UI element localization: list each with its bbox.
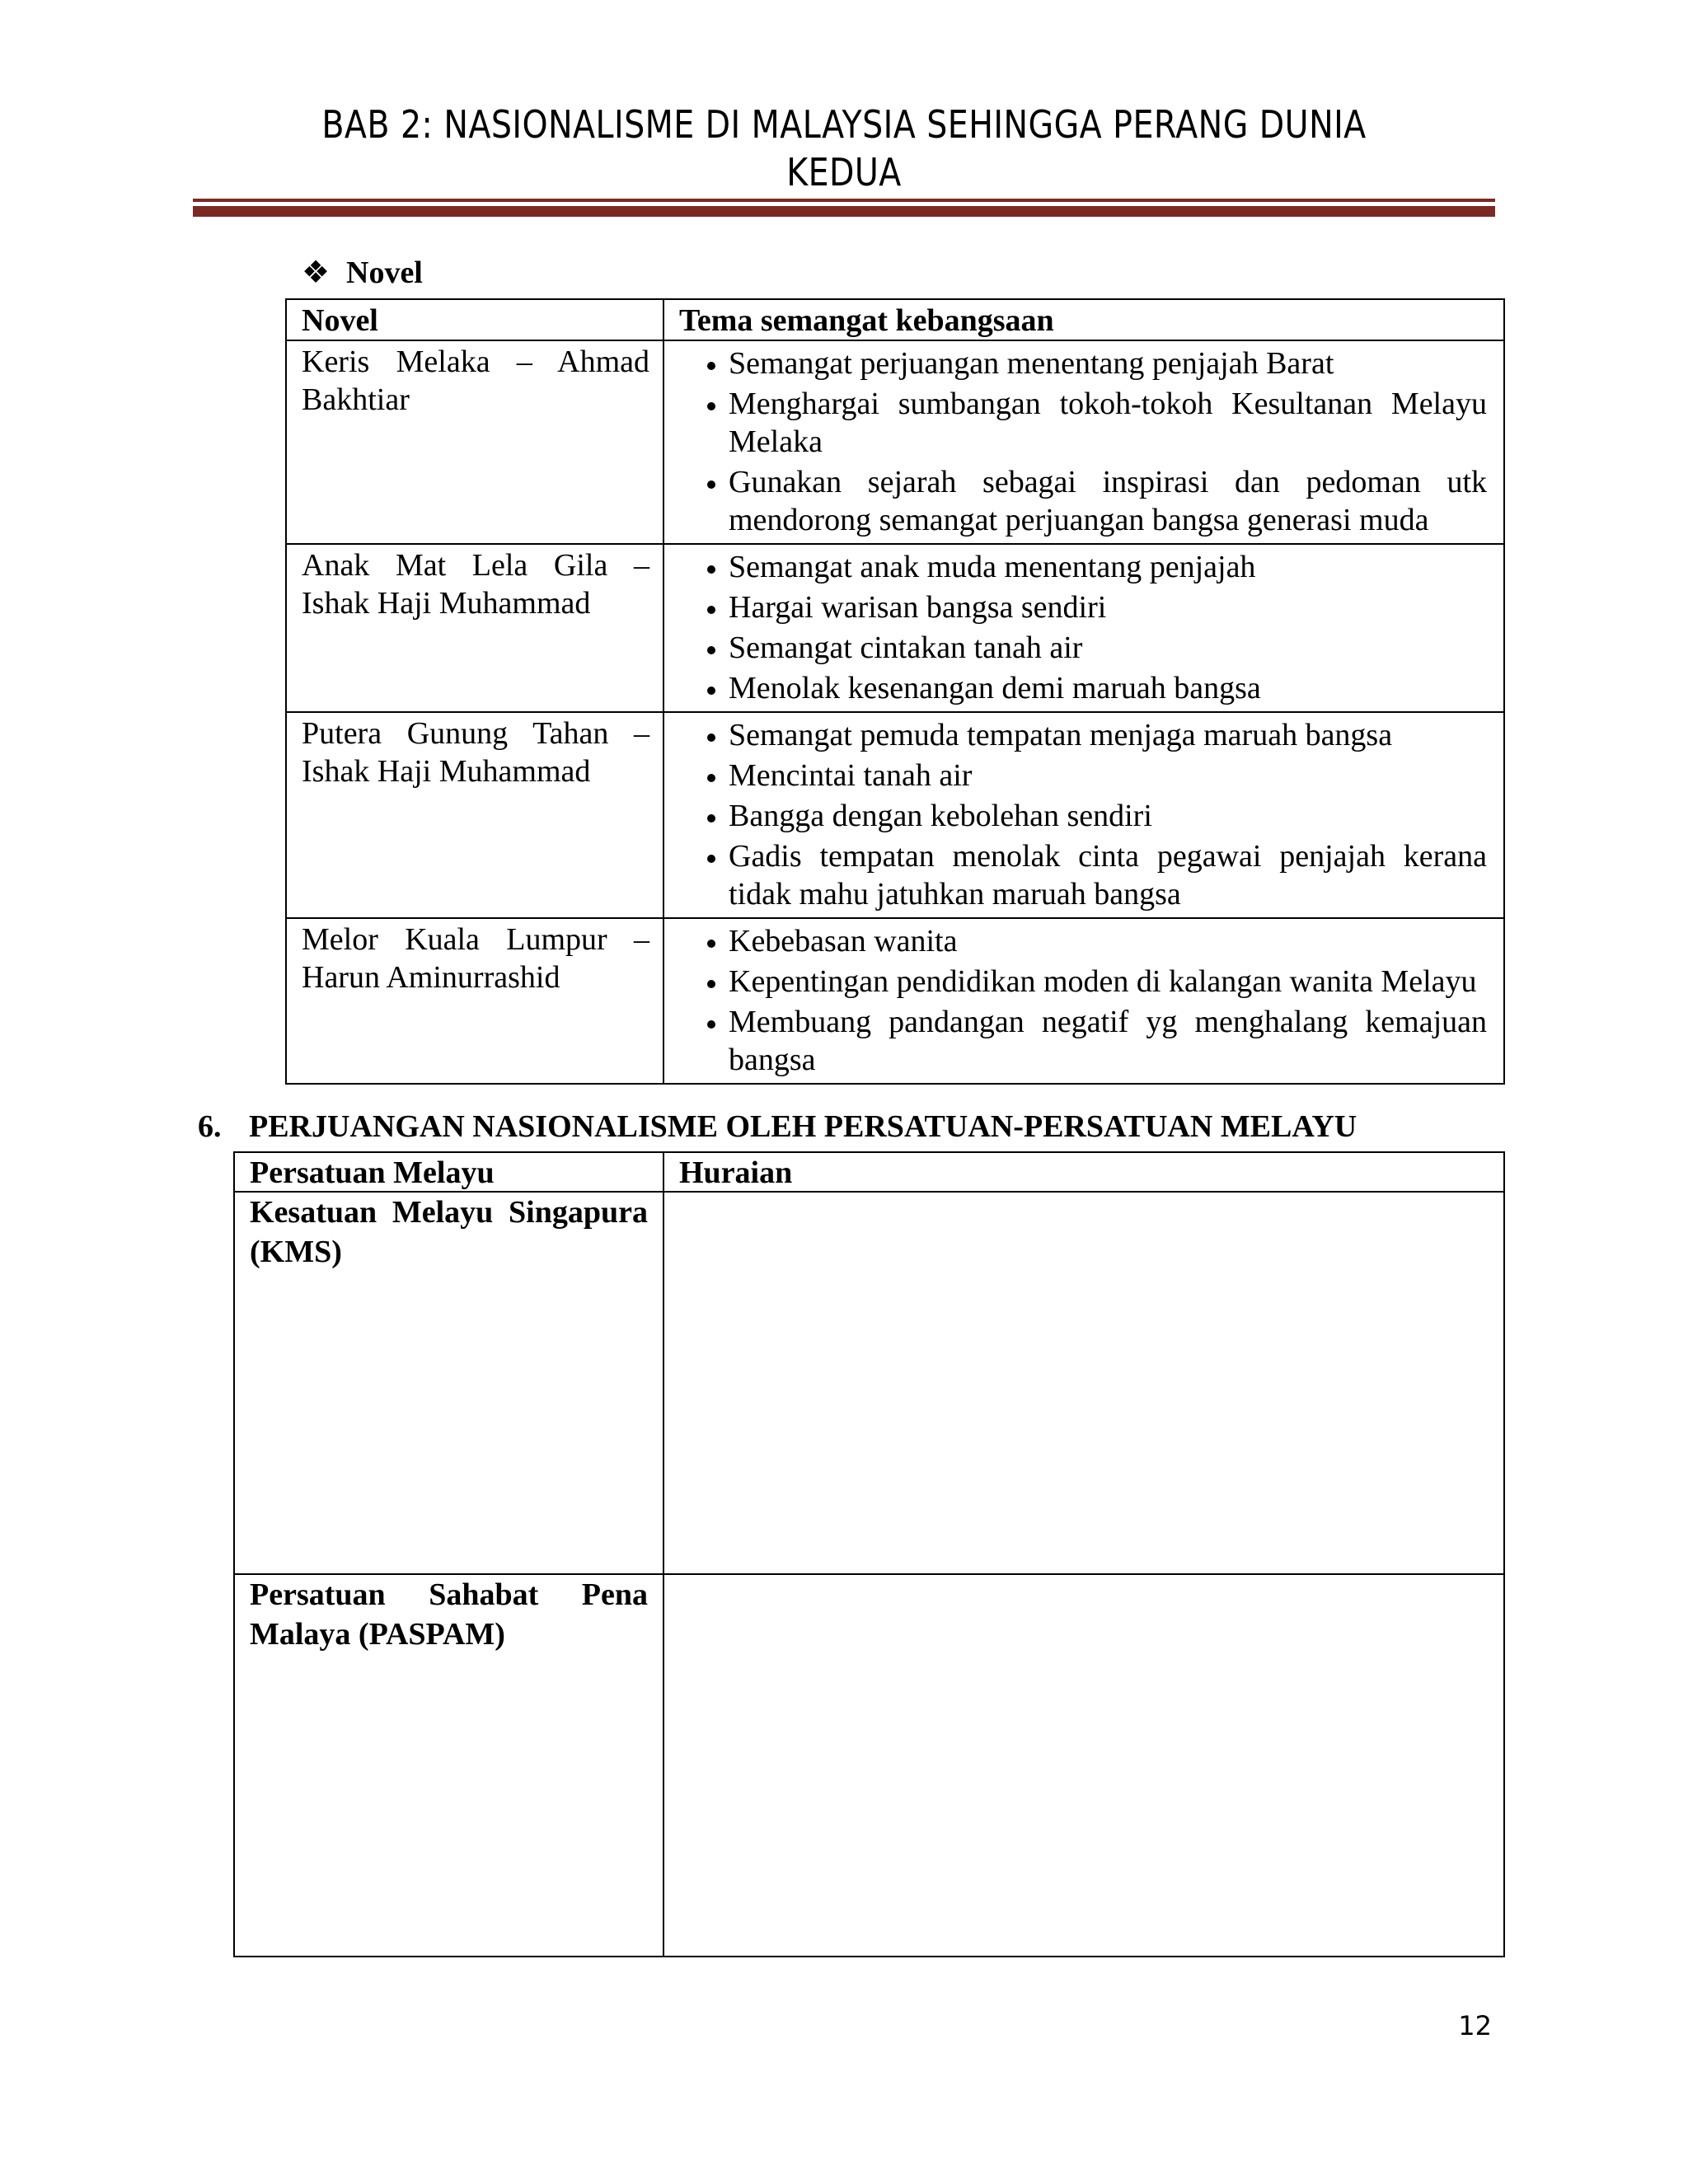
- novel-themes-cell: [663, 712, 1504, 918]
- theme-item: • Bangga dengan kebolehan sendiri: [729, 797, 1487, 835]
- section-6-heading: [198, 1106, 1357, 1147]
- novel-row-melor-kuala-lumpur: [286, 918, 1504, 1084]
- theme-item: • Semangat anak muda menentang penjajah: [729, 548, 1487, 586]
- theme-item: • Menolak kesenangan demi maruah bangsa: [729, 669, 1487, 707]
- theme-list: [664, 919, 1503, 1083]
- header-title-line-1: BAB 2: NASIONALISME DI MALAYSIA SEHINGGA PERANG DUNIA: [321, 102, 1367, 147]
- novel-section-heading: [302, 252, 423, 293]
- theme-item: • Gunakan sejarah sebagai inspirasi dan pedoman utk mendorong semangat perjuangan bangsa generasi muda: [729, 463, 1487, 539]
- novel-row-keris-melaka: [286, 340, 1504, 544]
- theme-item: • Semangat cintakan tanah air: [729, 629, 1487, 667]
- header-rule-thick: [193, 206, 1495, 217]
- organisation-table-header-row: [234, 1152, 1504, 1192]
- diamond-bullet-icon: ❖: [302, 255, 331, 290]
- theme-item: • Mencintai tanah air: [729, 757, 1487, 794]
- novel-themes-cell: [663, 340, 1504, 544]
- organisation-name-cell: Persatuan Sahabat Pena Malaya (PASPAM): [234, 1574, 663, 1957]
- organisation-description-cell[interactable]: [663, 1192, 1504, 1574]
- novel-title-cell: Keris Melaka – Ahmad Bakhtiar: [286, 340, 663, 544]
- organisation-row-paspam: [234, 1574, 1504, 1957]
- novel-title-cell: Melor Kuala Lumpur – Harun Aminurrashid: [286, 918, 663, 1084]
- novel-themes-cell: [663, 544, 1504, 712]
- page-header-title: [284, 101, 1404, 196]
- theme-list: [664, 713, 1503, 917]
- theme-list: [664, 545, 1503, 711]
- novel-title-cell: Anak Mat Lela Gila – Ishak Haji Muhammad: [286, 544, 663, 712]
- section-6-title: PERJUANGAN NASIONALISME OLEH PERSATUAN-PERSATUAN MELAYU: [249, 1109, 1357, 1144]
- header-rule-thin: [193, 199, 1495, 202]
- theme-item: • Kepentingan pendidikan moden di kalangan wanita Melayu: [729, 963, 1487, 1001]
- novel-column-header: Novel: [286, 299, 663, 340]
- description-column-header: Huraian: [663, 1152, 1504, 1192]
- theme-item: • Membuang pandangan negatif yg menghalang kemajuan bangsa: [729, 1003, 1487, 1079]
- novel-row-putera-gunung-tahan: [286, 712, 1504, 918]
- organisation-table: [233, 1151, 1505, 1957]
- page-number: 12: [1458, 2010, 1492, 2041]
- novel-table-header-row: [286, 299, 1504, 340]
- organisation-description-cell[interactable]: [663, 1574, 1504, 1957]
- theme-item: • Menghargai sumbangan tokoh-tokoh Kesultanan Melayu Melaka: [729, 385, 1487, 461]
- organisation-name-cell: Kesatuan Melayu Singapura (KMS): [234, 1192, 663, 1574]
- header-title-line-2: KEDUA: [786, 150, 902, 194]
- organisation-column-header: Persatuan Melayu: [234, 1152, 663, 1192]
- theme-item: • Gadis tempatan menolak cinta pegawai penjajah kerana tidak mahu jatuhkan maruah bangsa: [729, 837, 1487, 913]
- theme-item: • Kebebasan wanita: [729, 922, 1487, 960]
- novel-title-cell: Putera Gunung Tahan – Ishak Haji Muhammad: [286, 712, 663, 918]
- organisation-row-kms: [234, 1192, 1504, 1574]
- novel-heading-text: Novel: [346, 255, 423, 290]
- novel-table: [285, 298, 1505, 1085]
- section-6-number: 6.: [198, 1109, 222, 1144]
- theme-item: • Hargai warisan bangsa sendiri: [729, 588, 1487, 626]
- theme-column-header: Tema semangat kebangsaan: [663, 299, 1504, 340]
- novel-themes-cell: [663, 918, 1504, 1084]
- theme-item: • Semangat perjuangan menentang penjajah Barat: [729, 344, 1487, 382]
- novel-row-anak-mat-lela-gila: [286, 544, 1504, 712]
- theme-item: • Semangat pemuda tempatan menjaga maruah bangsa: [729, 716, 1487, 754]
- theme-list: [664, 341, 1503, 543]
